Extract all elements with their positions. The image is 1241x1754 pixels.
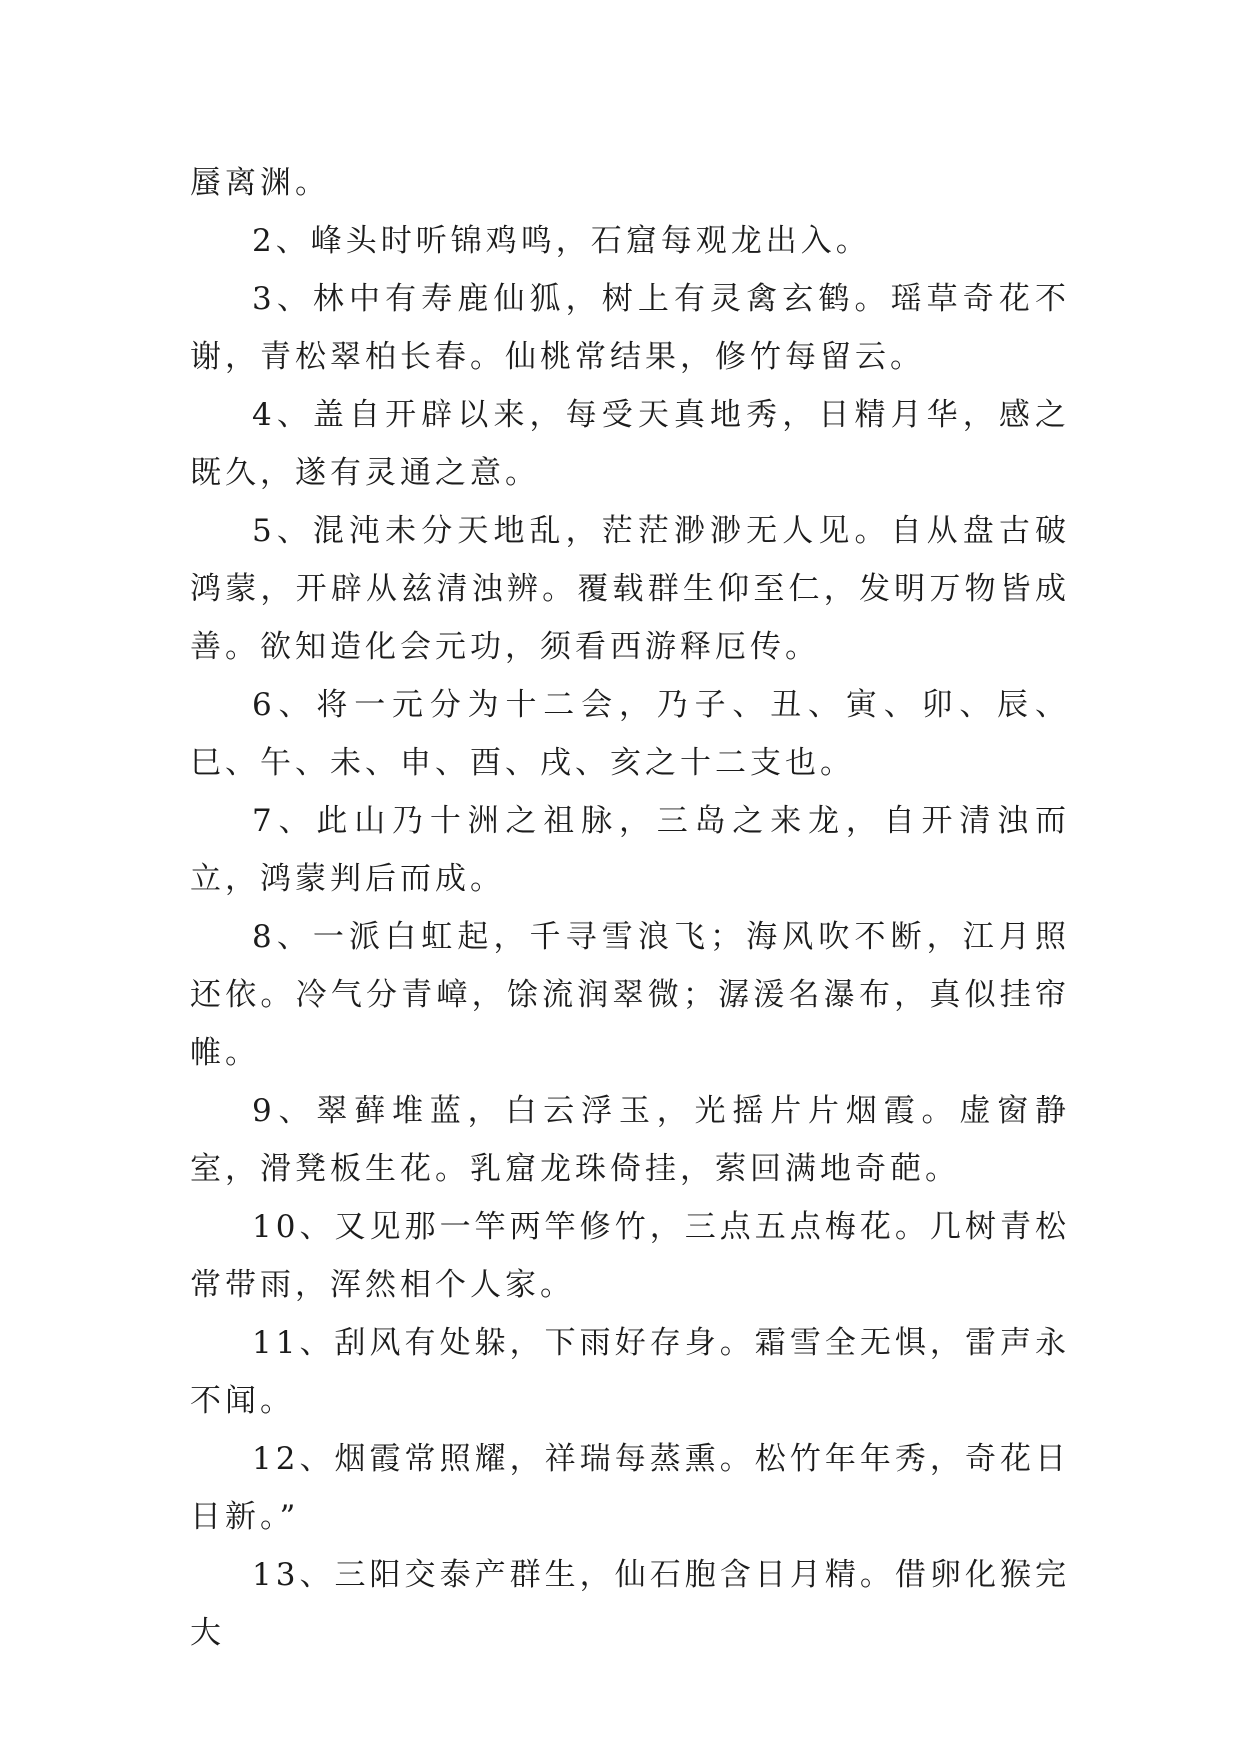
paragraph-12: 12、烟霞常照耀，祥瑞每蒸熏。松竹年年秀，奇花日日新。” xyxy=(190,1441,1070,1535)
paragraph-6: 6、将一元分为十二会，乃子、丑、寅、卯、辰、巳、午、未、申、酉、戌、亥之十二支也。 xyxy=(190,687,1070,781)
paragraph-9: 9、翠藓堆蓝，白云浮玉，光摇片片烟霞。虚窗静室，滑凳板生花。乳窟龙珠倚挂，萦回满地奇葩。 xyxy=(190,1093,1070,1187)
paragraph-8: 8、一派白虹起，千寻雪浪飞；海风吹不断，江月照还依。冷气分青嶂，馀流润翠微；潺湲名瀑布，真似挂帘帷。 xyxy=(190,919,1070,1071)
paragraph-10: 10、又见那一竿两竿修竹，三点五点梅花。几树青松常带雨，浑然相个人家。 xyxy=(190,1209,1070,1303)
paragraph-7: 7、此山乃十洲之祖脉，三岛之来龙，自开清浊而立，鸿蒙判后而成。 xyxy=(190,803,1070,897)
paragraph-4: 4、盖自开辟以来，每受天真地秀，日精月华，感之既久，遂有灵通之意。 xyxy=(190,397,1070,491)
paragraph-11: 11、刮风有处躲，下雨好存身。霜雪全无惧，雷声永不闻。 xyxy=(190,1325,1070,1419)
paragraph-5: 5、混沌未分天地乱，茫茫渺渺无人见。自从盘古破鸿蒙，开辟从兹清浊辨。覆载群生仰至仁，发明万物皆成善。欲知造化会元功，须看西游释厄传。 xyxy=(190,513,1070,665)
paragraph-continuation: 蜃离渊。 xyxy=(190,165,330,201)
paragraph-2: 2、峰头时听锦鸡鸣，石窟每观龙出入。 xyxy=(252,223,871,259)
paragraph-13: 13、三阳交泰产群生，仙石胞含日月精。借卵化猴完大 xyxy=(190,1557,1070,1651)
document-body xyxy=(190,154,1070,1662)
paragraph-3: 3、林中有寿鹿仙狐，树上有灵禽玄鹤。瑶草奇花不谢，青松翠柏长春。仙桃常结果，修竹每留云。 xyxy=(190,281,1070,375)
